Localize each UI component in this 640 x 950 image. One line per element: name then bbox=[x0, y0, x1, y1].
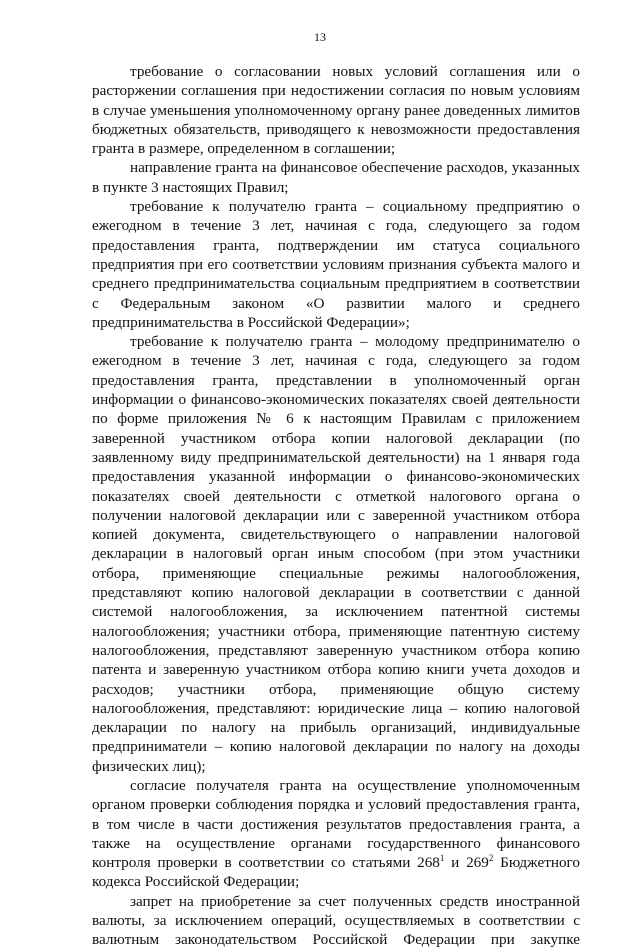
paragraph-social-enterprise-requirement: требование к получателю гранта – социальному предприятию о ежегодном в течение 3 лет, начиная с года, следующего за годом предоставления гранта, подтверждении им статуса социального предприятия при его соответствии условиям признания субъекта малого и среднего предпринимательства социальным предприятием в соответствии с Федеральным законом «О развитии малого и среднего предпринимательства в Российской Федерации»; bbox=[92, 198, 580, 331]
superscript-2: 2 bbox=[488, 853, 494, 864]
superscript-1: 1 bbox=[439, 853, 445, 864]
paragraph-agreement-revision: требование о согласовании новых условий соглашения или о расторжении соглашения при недостижении согласия по новым условиям в случае уменьшения уполномоченному органу ранее доведенных лимитов бюджетных обязательств, приводящего к невозможности предоставления гранта в размере, определенном в соглашении; bbox=[92, 63, 580, 158]
paragraph-young-entrepreneur-requirement: требование к получателю гранта – молодому предпринимателю о ежегодном в течение 3 лет, начиная с года, следующего за годом предоставления гранта, представлении в уполномоченный орган информации о финансово-экономических показателях своей деятельности по форме приложения № 6 к настоящим Правилам с приложением заверенной участником отбора копии налоговой декларации (по заявленному виду предпринимательской деятельности) на 1 января года предоставления указанной информации о финансово-экономических показателях своей деятельности с отметкой налогового органа о получении налоговой декларации или с заверенной участником отбора копией документа, свидетельствующего о направлении налоговой декларации в налоговый орган иным способом (при этом участники отбора, применяющие специальные режимы налогообложения, представляют копию налоговой декларации в соответствии с данной системой налогообложения, за исключением патентной системы налогообложения; участники отбора, применяющие патентную систему налогообложения, представляют заверенную участником отбора копию патента и заверенную участником отбора копию книги учета доходов и расходов; участники отбора, применяющие общую систему налогообложения, представляют: юридические лица – копию налоговой декларации по налогу на прибыль организаций, индивидуальные предприниматели – копию налоговой декларации по налогу на доходы физических лиц); bbox=[92, 333, 580, 775]
page-number: 13 bbox=[314, 30, 326, 44]
paragraph-inspection-consent bbox=[92, 776, 580, 892]
consent-text-middle: и 269 bbox=[444, 854, 489, 872]
consent-text-before: согласие получателя гранта на осуществление уполномоченным органом проверки соблюдения порядка и условий предоставления гранта, в том числе в части достижения результатов предоставления гранта, а также на осуществление органами государственного финансового контроля проверки в соответствии со статьями 268 bbox=[92, 776, 580, 872]
paragraph-currency-prohibition: запрет на приобретение за счет полученных средств иностранной валюты, за исключением операций, осуществляемых в соответствии с валютным законодательством Российской Федерации при закупке bbox=[92, 892, 580, 949]
paragraph-grant-purpose: направление гранта на финансовое обеспечение расходов, указанных в пункте 3 настоящих Правил; bbox=[92, 159, 580, 196]
document-body bbox=[92, 62, 580, 950]
consent-text-after: Бюджетного кодекса Российской Федерации; bbox=[92, 854, 580, 891]
